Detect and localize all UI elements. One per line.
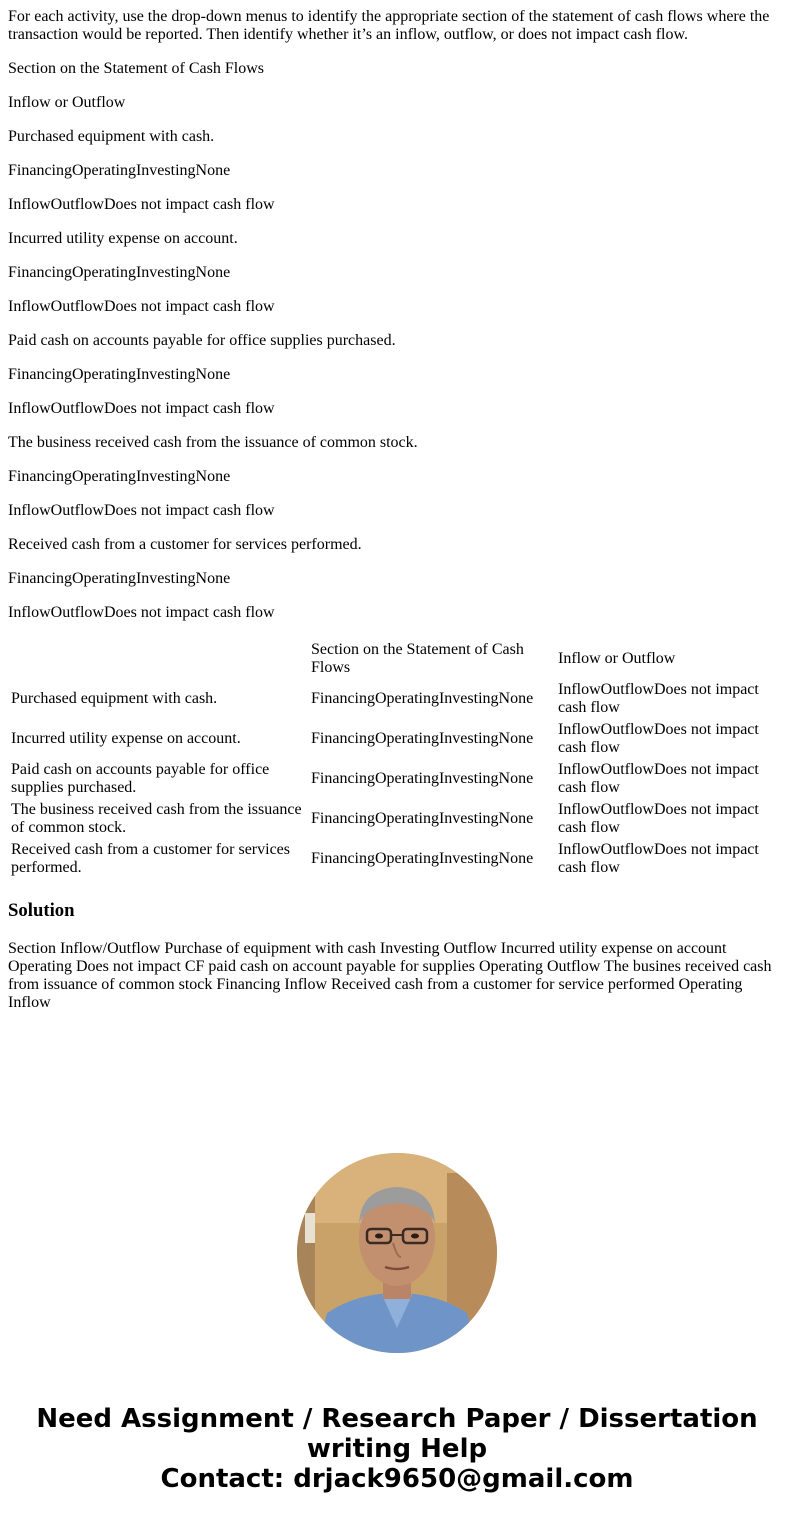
table-row xyxy=(10,720,784,758)
activity-text: Purchased equipment with cash. xyxy=(8,128,215,145)
section-dropdown[interactable]: FinancingOperatingInvestingNone xyxy=(8,162,231,179)
section-dropdown[interactable]: FinancingOperatingInvestingNone xyxy=(8,570,231,587)
activity-text: Received cash from a customer for services performed. xyxy=(8,536,362,553)
table-activity-cell: Incurred utility expense on account. xyxy=(11,730,241,747)
avatar-photo xyxy=(297,1153,497,1353)
section-dropdown[interactable]: FinancingOperatingInvestingNone xyxy=(8,468,231,485)
table-flow-dropdown[interactable]: InflowOutflowDoes not impact cash flow xyxy=(558,681,759,716)
table-section-dropdown[interactable]: FinancingOperatingInvestingNone xyxy=(311,850,534,867)
table-activity-cell: Received cash from a customer for services performed. xyxy=(11,841,290,876)
avatar xyxy=(297,1153,497,1353)
table-header-section: Section on the Statement of Cash Flows xyxy=(311,641,524,676)
solution-heading: Solution xyxy=(8,900,75,921)
footer-help-text: Need Assignment / Research Paper / Dissertation writing Help xyxy=(36,1404,758,1464)
flow-dropdown[interactable]: InflowOutflowDoes not impact cash flow xyxy=(8,502,275,519)
activity-text: Incurred utility expense on account. xyxy=(8,230,238,247)
table-flow-dropdown[interactable]: InflowOutflowDoes not impact cash flow xyxy=(558,761,759,796)
table-header-blank xyxy=(10,640,308,678)
intro-text: For each activity, use the drop-down menus to identify the appropriate section of the statement of cash flows where the transaction would be reported. Then identify whether it’s an inflow, outflow, or does not impact cash flow. xyxy=(8,8,770,43)
header-flow: Inflow or Outflow xyxy=(8,94,126,111)
table-flow-dropdown[interactable]: InflowOutflowDoes not impact cash flow xyxy=(558,801,759,836)
activity-text: The business received cash from the issuance of common stock. xyxy=(8,434,418,451)
table-section-dropdown[interactable]: FinancingOperatingInvestingNone xyxy=(311,690,534,707)
section-dropdown[interactable]: FinancingOperatingInvestingNone xyxy=(8,264,231,281)
table-section-dropdown[interactable]: FinancingOperatingInvestingNone xyxy=(311,770,534,787)
flow-dropdown[interactable]: InflowOutflowDoes not impact cash flow xyxy=(8,604,275,621)
table-activity-cell: The business received cash from the issuance of common stock. xyxy=(11,801,302,836)
table-flow-dropdown[interactable]: InflowOutflowDoes not impact cash flow xyxy=(558,841,759,876)
header-section: Section on the Statement of Cash Flows xyxy=(8,60,264,77)
activity-table xyxy=(8,638,786,880)
table-row xyxy=(10,680,784,718)
activity-text: Paid cash on accounts payable for office supplies purchased. xyxy=(8,332,396,349)
section-dropdown[interactable]: FinancingOperatingInvestingNone xyxy=(8,366,231,383)
table-section-dropdown[interactable]: FinancingOperatingInvestingNone xyxy=(311,730,534,747)
flow-dropdown[interactable]: InflowOutflowDoes not impact cash flow xyxy=(8,400,275,417)
footer-contact-text: Contact: drjack9650@gmail.com xyxy=(160,1464,634,1494)
table-header-row xyxy=(10,640,784,678)
flow-dropdown[interactable]: InflowOutflowDoes not impact cash flow xyxy=(8,298,275,315)
table-section-dropdown[interactable]: FinancingOperatingInvestingNone xyxy=(311,810,534,827)
table-header-flow: Inflow or Outflow xyxy=(558,650,676,667)
table-row xyxy=(10,800,784,838)
solution-text: Section Inflow/Outflow Purchase of equipment with cash Investing Outflow Incurred utility expense on account Operating Does not impact CF paid cash on account payable for supplies Operating Outflow The busines received cash from issuance of common stock Financing Inflow Received cash from a customer for service performed Operating Inflow xyxy=(8,940,772,1011)
footer-banner xyxy=(0,1404,794,1494)
table-row xyxy=(10,760,784,798)
flow-dropdown[interactable]: InflowOutflowDoes not impact cash flow xyxy=(8,196,275,213)
table-flow-dropdown[interactable]: InflowOutflowDoes not impact cash flow xyxy=(558,721,759,756)
table-activity-cell: Paid cash on accounts payable for office supplies purchased. xyxy=(11,761,270,796)
table-activity-cell: Purchased equipment with cash. xyxy=(11,690,218,707)
document-body xyxy=(8,8,786,1028)
table-row xyxy=(10,840,784,878)
